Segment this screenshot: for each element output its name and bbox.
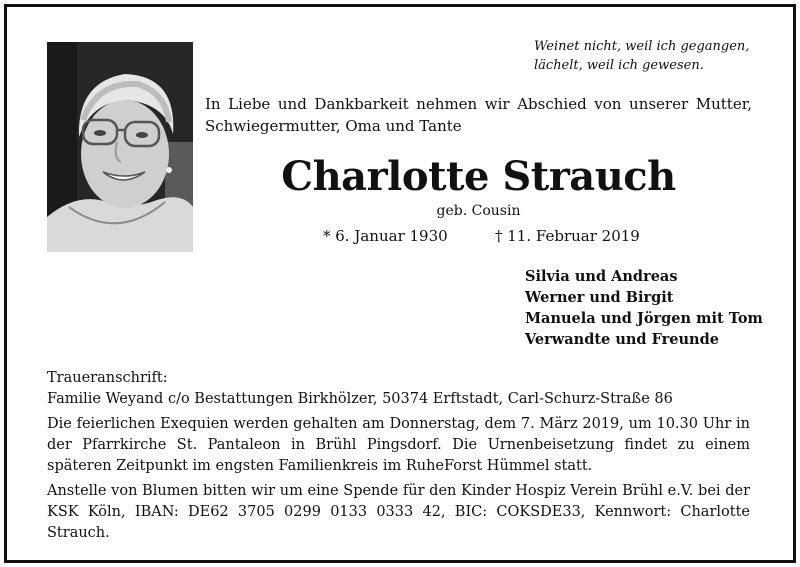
mourner-item: Werner und Birgit [525,289,674,306]
notice-footer [47,368,750,544]
quote-line-1: Weinet nicht, weil ich gegangen, [534,39,750,54]
address-label: Traueranschrift: [47,370,168,386]
portrait-illustration [47,42,193,252]
portrait-photo [47,42,193,252]
deceased-name: Charlotte Strauch [281,153,676,200]
address-text: Familie Weyand c/o Bestattungen Birkhölzer, 50374 Erftstadt, Carl-Schurz-Straße 86 [47,391,673,407]
birth-name: geb. Cousin [436,203,521,219]
mourner-item: Manuela und Jörgen mit Tom [525,310,763,327]
epigraph-quote [534,37,766,75]
mourner-item: Silvia und Andreas [525,268,678,285]
intro-text: In Liebe und Dankbarkeit nehmen wir Abschied von unserer Mutter, Schwiegermutter, Oma und Tante [205,95,752,135]
death-date: † 11. Februar 2019 [495,227,640,245]
quote-line-2: lächelt, weil ich gewesen. [534,58,704,73]
donation-text: Anstelle von Blumen bitten wir um eine Spende für den Kinder Hospiz Verein Brühl e.V. bei der KSK Köln, IBAN: DE62 3705 0299 0133 0333 42, BIC: COKSDE33, Kennwort: Charlotte Strauch. [47,483,750,541]
mourner-item: Verwandte und Freunde [525,331,719,348]
mourners-list [525,266,765,350]
birth-date: * 6. Januar 1930 [323,227,448,245]
service-text: Die feierlichen Exequien werden gehalten am Donnerstag, dem 7. März 2019, um 10.30 Uhr in der Pfarrkirche St. Pantaleon in Brühl Pingsdorf. Die Urnenbeisetzung findet zu einem späteren Zeitpunkt im engsten Familienkreis im RuheForst Hümmel statt. [47,416,750,474]
